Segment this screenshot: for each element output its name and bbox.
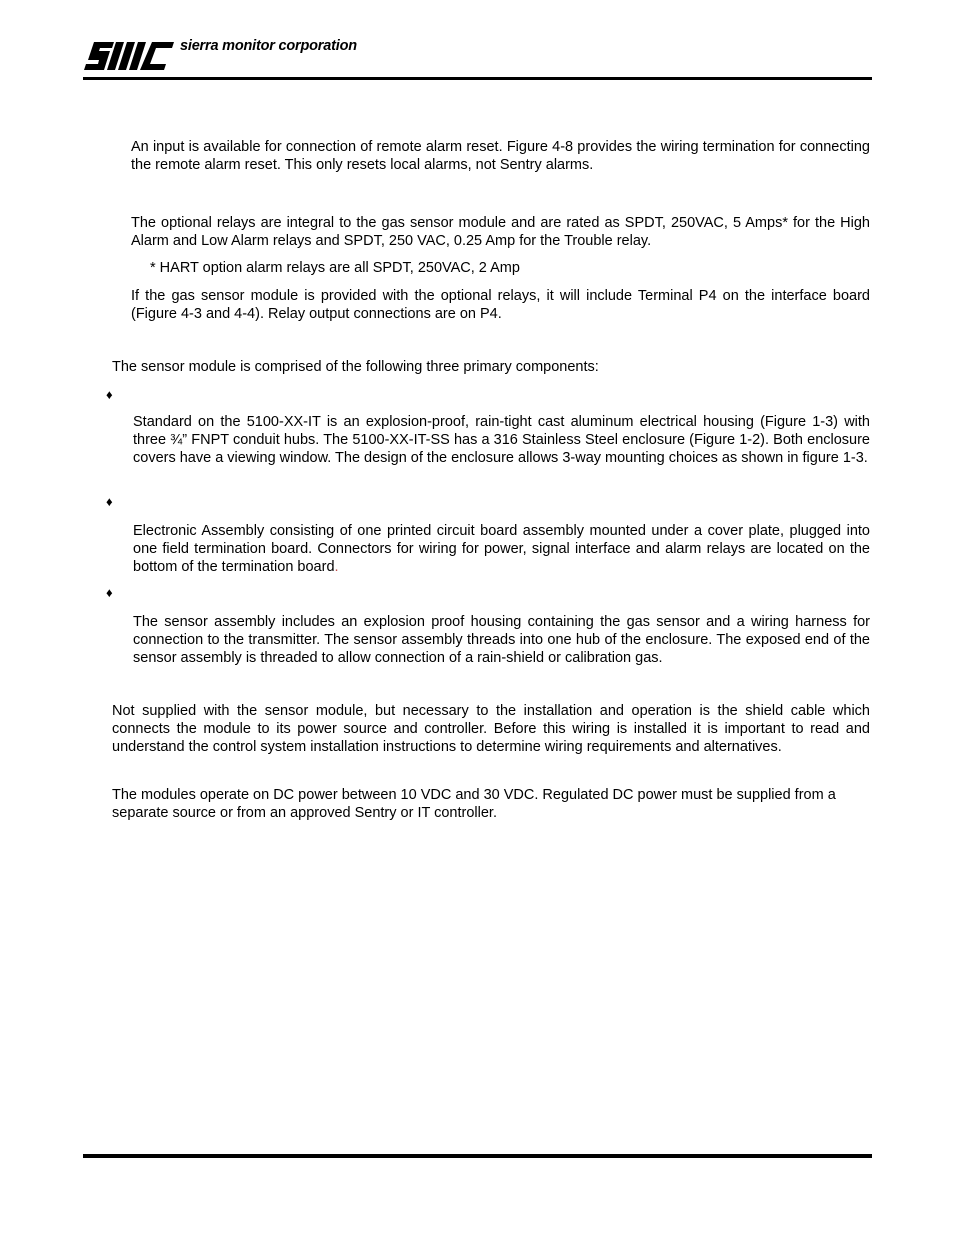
header-rule: [83, 77, 872, 80]
company-name: sierra monitor corporation: [180, 38, 357, 54]
smc-logo-icon: [84, 38, 176, 74]
relays-paragraph: The optional relays are integral to the gas sensor module and are rated as SPDT, 250VAC, 5 Amps* for the High Alarm and Low Alarm relays and SPDT, 250 VAC, 0.25 Amp for the Trouble relay.: [131, 215, 870, 249]
p4-paragraph: If the gas sensor module is provided with the optional relays, it will include Terminal P4 on the interface board (Figure 4-3 and 4-4). Relay output connections are on P4.: [131, 288, 870, 322]
component-sensor: The sensor assembly includes an explosion proof housing containing the gas sensor and a wiring harness for connection to the transmitter. The sensor assembly threads into one hub of the enclosure. The exposed end of the sensor assembly is threaded to allow connection of a rain-shield or calibration gas.: [133, 614, 870, 666]
components-intro: The sensor module is comprised of the following three primary components:: [112, 359, 599, 375]
component-electronics: [133, 522, 870, 576]
company-logo: [84, 38, 414, 78]
component-enclosure: Standard on the 5100-XX-IT is an explosion-proof, rain-tight cast aluminum electrical housing (Figure 1-3) with three ¾” FNPT conduit hubs. The 5100-XX-IT-SS has a 316 Stainless Steel enclosure (Figure 1-2). Both enclosure covers have a viewing window. The design of the enclosure allows 3-way mounting choices as shown in figure 1-3.: [133, 414, 870, 466]
hart-note: * HART option alarm relays are all SPDT, 250VAC, 2 Amp: [150, 260, 520, 276]
bullet-icon: ♦: [106, 494, 113, 509]
component-electronics-text: Electronic Assembly consisting of one printed circuit board assembly mounted under a cover plate, plugged into one field termination board. Connectors for wiring for power, signal interface and alarm relays are located on the bottom of the termination board: [133, 523, 870, 575]
power-paragraph: The modules operate on DC power between 10 VDC and 30 VDC. Regulated DC power must be supplied from a separate source or from an approved Sentry or IT controller.: [112, 787, 836, 821]
footer-rule: [83, 1154, 872, 1158]
bullet-icon: ♦: [106, 387, 113, 402]
bullet-icon: ♦: [106, 585, 113, 600]
cable-paragraph: Not supplied with the sensor module, but necessary to the installation and operation is the shield cable which connects the module to its power source and controller. Before this wiring is installed it is important to read and understand the control system installation instructions to determine wiring requirements and alternatives.: [112, 703, 870, 755]
component-electronics-period: .: [334, 559, 339, 575]
remote-reset-paragraph: An input is available for connection of remote alarm reset. Figure 4-8 provides the wiring termination for connecting the remote alarm reset. This only resets local alarms, not Sentry alarms.: [131, 139, 870, 173]
